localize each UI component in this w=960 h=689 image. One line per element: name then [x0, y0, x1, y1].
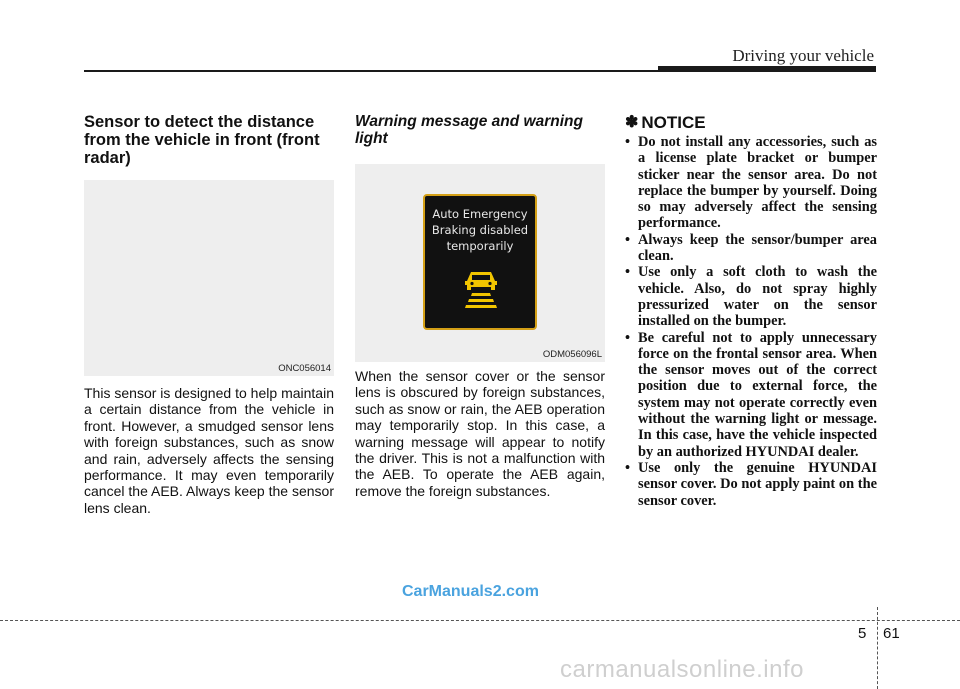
warning-message-text — [425, 206, 535, 254]
bullet-icon: • — [625, 231, 631, 248]
notice-item — [625, 232, 877, 265]
notice-item-text: Do not install any accessories, such as a license plate bracket or bumper sticker near the sensor area. Do not replace the bumper by yourself. Doing so may adversely affect the sensing performance. — [638, 134, 877, 232]
warning-line: temporarily — [446, 239, 514, 253]
figure-warning-display — [355, 164, 605, 362]
warning-description: When the sensor cover or the sensor lens is obscured by foreign substances, such as snow or rain, the AEB operation may temporarily stop. In this case, a warning message will appear to notify the driver. This is not a malfunction with the AEB. To operate the AEB again, remove the foreign substances. — [355, 368, 605, 499]
bullet-icon: • — [625, 459, 631, 476]
page-header-title: Driving your vehicle — [732, 46, 874, 65]
car-collision-warning-icon — [461, 268, 501, 310]
figure-code: ODM056096L — [542, 349, 602, 360]
notice-list — [625, 134, 877, 509]
section-heading-front-radar: Sensor to detect the distance from the vehicle in front (front radar) — [84, 113, 320, 167]
chapter-number: 5 — [858, 625, 867, 642]
warning-message-panel — [423, 194, 537, 330]
notice-item-text: Use only a soft cloth to wash the vehicle. Also, do not spray highly pressurized water on the sensor installed on the bumper. — [638, 264, 877, 330]
header-rule-accent — [658, 66, 876, 72]
footer-divider — [877, 607, 878, 689]
bullet-icon: • — [625, 134, 631, 150]
warning-line: Braking disabled — [431, 223, 529, 237]
notice-item — [625, 330, 877, 460]
carmanuals-watermark-link[interactable]: CarManuals2.com — [402, 583, 539, 600]
figure-code: ONC056014 — [278, 363, 331, 374]
notice-item — [625, 460, 877, 509]
notice-item-text: Always keep the sensor/bumper area clean. — [638, 231, 877, 265]
column-notice — [625, 113, 877, 509]
notice-item-text: Be careful not to apply unnecessary force on the frontal sensor area. When the sensor moves out of the correct position due to external force, the system may not operate correctly even without the warning light or message. In this case, have the vehicle inspected by an authorized HYUNDAI dealer. — [638, 329, 877, 460]
figure-front-radar — [84, 180, 334, 376]
site-watermark: carmanualsonline.info — [560, 656, 804, 683]
notice-asterisk-icon: ✽ — [625, 114, 639, 131]
notice-item — [625, 134, 877, 232]
warning-line: Auto Emergency — [432, 207, 528, 221]
bullet-icon: • — [625, 329, 631, 346]
notice-heading — [625, 113, 877, 133]
front-radar-description: This sensor is designed to help maintain a certain distance from the vehicle in front. However, a smudged sensor lens with foreign substances, such as snow and rain, adversely affects the sensing performance. It may even temporarily cancel the AEB. Always keep the sensor lens clean. — [84, 385, 334, 516]
section-heading-warning: Warning message and warning light — [355, 113, 583, 147]
notice-item-text: Use only the genuine HYUNDAI sensor cover. Do not apply paint on the sensor cover. — [638, 459, 877, 509]
column-front-radar — [84, 113, 334, 516]
notice-item — [625, 264, 877, 329]
column-warning — [355, 113, 605, 499]
page-number: 61 — [883, 625, 900, 642]
notice-title: NOTICE — [641, 113, 706, 132]
footer-rule — [0, 620, 960, 621]
bullet-icon: • — [625, 264, 631, 281]
